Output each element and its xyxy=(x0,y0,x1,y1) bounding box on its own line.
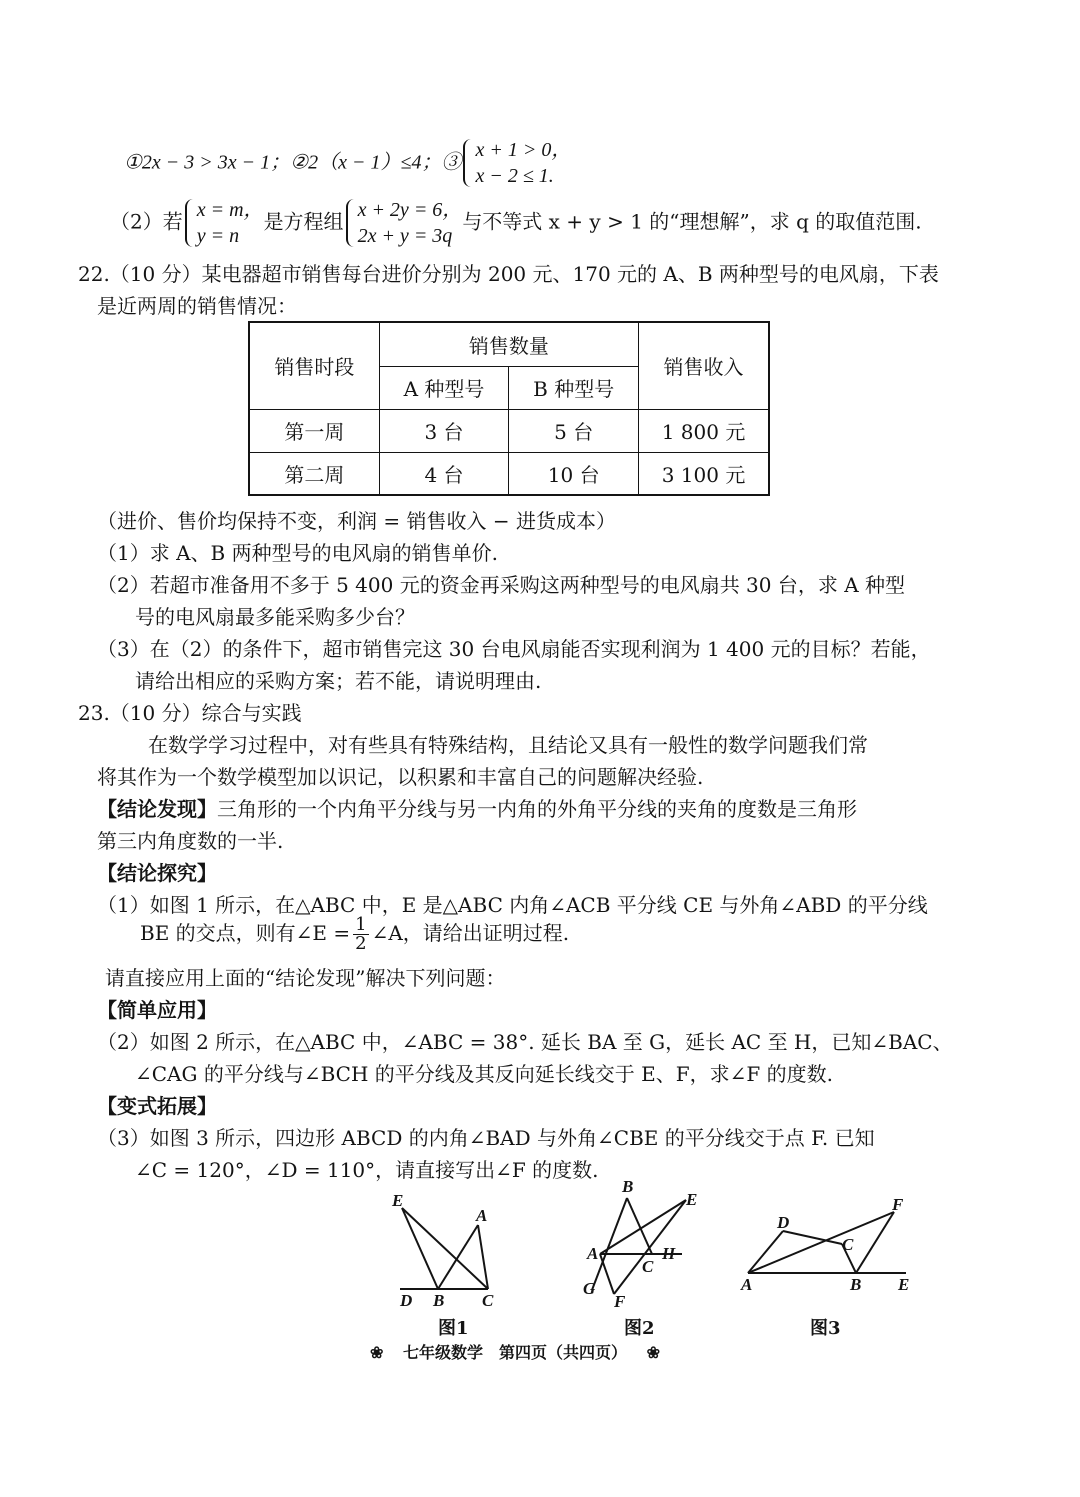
header-type-a: A 种型号 xyxy=(379,366,509,409)
fig2-label-b: B xyxy=(622,1177,634,1196)
figure1-labels xyxy=(391,1191,494,1310)
footer-ornament-right: ❀ xyxy=(646,1343,660,1362)
fraction-numerator: 1 xyxy=(355,914,367,935)
row1-b: 5 台 xyxy=(509,409,639,452)
fig1-label-d: D xyxy=(400,1291,413,1310)
q21-sol-line2: y = n xyxy=(196,225,240,247)
q23-ext-label: 【变式拓展】 xyxy=(97,1094,217,1118)
q21-ineq1: ①2x − 3 > 3x − 1； xyxy=(124,151,291,174)
discovery-label: 【结论发现】 xyxy=(97,797,217,821)
q21-sol-line1: x = m， xyxy=(196,199,264,221)
header-quantity: 销售数量 xyxy=(379,322,638,366)
q22-line2: 是近两周的销售情况： xyxy=(97,294,297,318)
fig1-caption: 图1 xyxy=(438,1318,469,1339)
footer-ornament-left: ❀ xyxy=(370,1343,384,1362)
q23-apply-intro: 请直接应用上面的“结论发现”解决下列问题： xyxy=(105,966,506,990)
q21-part2-mid: 是方程组 xyxy=(263,209,344,234)
figure3-labels xyxy=(740,1195,909,1294)
page-footer xyxy=(370,1340,660,1363)
part1b-pre: BE 的交点，则有∠E = xyxy=(140,921,351,945)
row2-b: 10 台 xyxy=(509,452,639,495)
discovery-text1: 三角形的一个内角平分线与另一内角的外角平分线的夹角的度数是三角形 xyxy=(217,797,857,821)
q23-part2a: （2）如图 2 所示，在△ABC 中，∠ABC = 38°. 延长 BA 至 G，延长 AC 至 H，已知∠BAC、 xyxy=(97,1030,953,1054)
figure3-lines xyxy=(748,1212,906,1273)
q22-part1: （1）求 A、B 两种型号的电风扇的销售单价. xyxy=(97,541,498,565)
q23-part3a: （3）如图 3 所示，四边形 ABCD 的内角∠BAD 与外角∠CBE 的平分线交于点 F. 已知 xyxy=(97,1126,875,1150)
fraction-denominator: 2 xyxy=(355,933,367,954)
fig3-caption: 图3 xyxy=(810,1318,841,1339)
row2-income: 3 100 元 xyxy=(639,452,769,495)
fig2-label-e: E xyxy=(686,1190,698,1209)
fig1-label-e: E xyxy=(392,1191,404,1210)
fig2-label-a: A xyxy=(587,1244,599,1263)
q22-part3a: （3）在（2）的条件下，超市销售完这 30 台电风扇能否实现利润为 1 400 元的目标？若能， xyxy=(97,637,931,661)
q23-part1a: （1）如图 1 所示，在△ABC 中，E 是△ABC 内角∠ACB 平分线 CE 与外角∠ABD 的平分线 xyxy=(97,893,928,917)
q23-intro1: 在数学学习过程中，对有些具有特殊结构，且结论又具有一般性的数学问题我们常 xyxy=(148,733,868,757)
fig2-label-c: C xyxy=(642,1257,654,1276)
q22-line1: 22.（10 分）某电器超市销售每台进价分别为 200 元、170 元的 A、B 两种型号的电风扇，下表 xyxy=(78,262,939,286)
q21-sys3-line2: x − 2 ≤ 1. xyxy=(475,165,554,187)
fig2-label-f: F xyxy=(614,1292,626,1311)
header-period: 销售时段 xyxy=(249,322,379,409)
q23-part2b: ∠CAG 的平分线与∠BCH 的平分线及其反向延长线交于 E、F，求∠F 的度数. xyxy=(135,1062,833,1086)
row1-period: 第一周 xyxy=(249,409,379,452)
q21-ineq2: ②2（x − 1）≤4；③ xyxy=(290,151,462,174)
fig3-label-f: F xyxy=(892,1195,904,1214)
fig2-label-h: H xyxy=(662,1244,676,1263)
fig3-label-a: A xyxy=(741,1275,753,1294)
q21-sys3-line1: x + 1 > 0， xyxy=(475,139,572,161)
q22-note: （进价、售价均保持不变，利润 = 销售收入 − 进货成本） xyxy=(97,509,616,533)
q21-part2-prefix: （2）若 xyxy=(110,209,183,234)
row2-a: 4 台 xyxy=(379,452,509,495)
part1b-post: ∠A，请给出证明过程. xyxy=(371,921,570,945)
q23-explore-label: 【结论探究】 xyxy=(97,861,217,885)
header-income: 销售收入 xyxy=(639,322,769,409)
q21-eq-line2: 2x + y = 3q xyxy=(357,225,453,247)
q23-simple-label: 【简单应用】 xyxy=(97,998,217,1022)
q23-part3b: ∠C = 120°，∠D = 110°，请直接写出∠F 的度数. xyxy=(135,1158,599,1182)
row1-a: 3 台 xyxy=(379,409,509,452)
row2-period: 第二周 xyxy=(249,452,379,495)
figure2-labels xyxy=(583,1177,697,1311)
fig3-label-b: B xyxy=(850,1275,862,1294)
q23-discovery2: 第三内角度数的一半. xyxy=(97,829,284,853)
header-type-b: B 种型号 xyxy=(509,366,639,409)
fig3-label-d: D xyxy=(777,1213,790,1232)
fig1-label-b: B xyxy=(433,1291,445,1310)
q21-part2-suffix: 与不等式 x + y > 1 的“理想解”，求 q 的取值范围. xyxy=(462,209,922,234)
fig3-label-c: C xyxy=(842,1235,854,1254)
q22-part3b: 请给出相应的采购方案；若不能，请说明理由. xyxy=(135,669,542,693)
fig1-label-a: A xyxy=(476,1206,488,1225)
figure1-lines xyxy=(400,1208,488,1289)
q23-title: 23.（10 分）综合与实践 xyxy=(78,701,302,725)
fig2-label-g: G xyxy=(583,1279,596,1298)
fig2-caption: 图2 xyxy=(624,1318,655,1339)
row1-income: 1 800 元 xyxy=(639,409,769,452)
q22-part2a: （2）若超市准备用不多于 5 400 元的资金再采购这两种型号的电风扇共 30 台，求 A 种型 xyxy=(97,573,906,597)
q22-part2b: 号的电风扇最多能采购多少台？ xyxy=(135,605,415,629)
q21-eq-line1: x + 2y = 6， xyxy=(357,199,463,221)
footer-text: 七年级数学 第四页（共四页） xyxy=(402,1343,627,1362)
q23-intro2: 将其作为一个数学模型加以识记，以积累和丰富自己的问题解决经验. xyxy=(97,765,704,789)
fig3-label-e: E xyxy=(898,1275,910,1294)
fig1-label-c: C xyxy=(482,1291,494,1310)
